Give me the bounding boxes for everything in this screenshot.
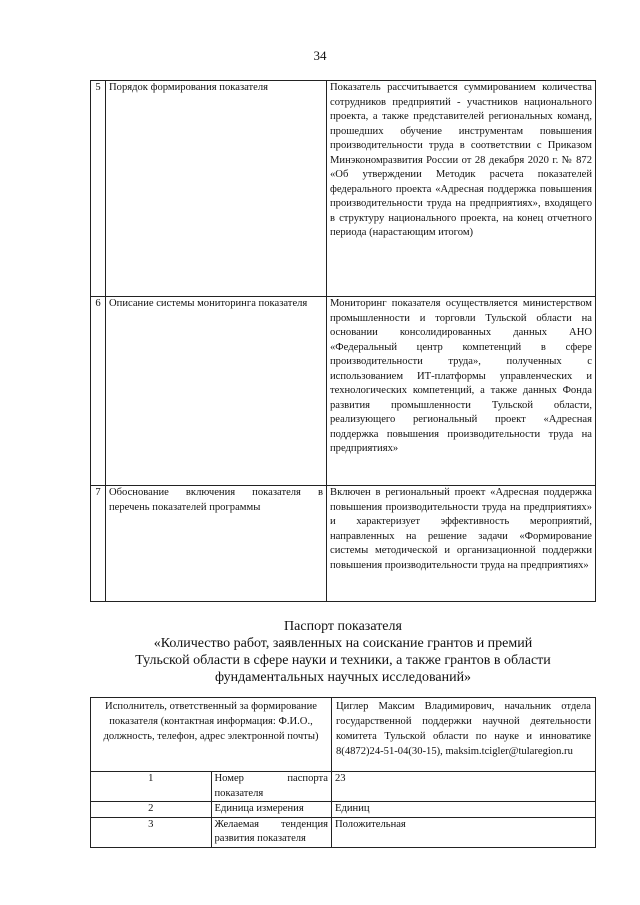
table-row <box>91 817 596 847</box>
executor-label: Исполнитель, ответственный за формирование показателя (контактная информация: Ф.И.О., должность, телефон, адрес электронной почты) <box>91 698 332 772</box>
row-number: 1 <box>91 772 212 802</box>
row-value: Показатель рассчитывается суммированием количества сотрудников предприятий - участников национального проекта, а также представителей региональных команд, прошедших обучение инструментам повышения производительности труда в соответствии с Приказом Минэкономразвития России от 28 декабря 2020 г. № 872 «Об утверждении Методик расчета показателей федерального проекта «Адресная поддержка повышения производительности труда на предприятиях», входящего в структуру национального проекта, на конец отчетного периода (нарастающим итогом) <box>327 81 596 297</box>
row-value: Мониторинг показателя осуществляется министерством промышленности и торговли Тульской области на основании консолидированных данных АНО «Федеральный центр компетенций в сфере производительности труда», полученных с использованием ИТ-платформы управленческих и технологических компетенций, а также данных Фонда развития промышленности Тульской области, реализующего региональный проект «Адресная поддержка повышения производительности труда на предприятиях» <box>327 297 596 486</box>
row-label: Порядок формирования показателя <box>106 81 327 297</box>
passport-heading-block <box>100 618 586 686</box>
row-number: 2 <box>91 802 212 818</box>
row-label: Желаемая тенденция развития показателя <box>211 817 332 847</box>
row-value: Включен в региональный проект «Адресная поддержка повышения производительности труда на предприятиях» и характеризует эффективность мероприятий, направленных на решение задачи «Формирование системы методической и организационной поддержки повышения производительности труда на предприятиях» <box>327 486 596 602</box>
row-value: 23 <box>332 772 596 802</box>
passport-table <box>90 697 596 848</box>
table-row <box>91 81 596 297</box>
passport-title-line: «Количество работ, заявленных на соискание грантов и премий <box>153 636 533 651</box>
row-label: Обоснование включения показателя в перечень показателей программы <box>106 486 327 602</box>
passport-heading: Паспорт показателя <box>284 619 402 634</box>
table-row <box>91 486 596 602</box>
passport-title-line: Тульской области в сфере науки и техники, а также грантов в области <box>135 653 551 668</box>
executor-row <box>91 698 596 772</box>
passport-title-line: фундаментальных научных исследований» <box>214 670 472 685</box>
row-label: Номер паспорта показателя <box>211 772 332 802</box>
table-row <box>91 772 596 802</box>
table-row <box>91 297 596 486</box>
row-value: Единиц <box>332 802 596 818</box>
page-number: 34 <box>313 48 327 63</box>
indicator-table-continued <box>90 80 596 602</box>
row-label: Описание системы мониторинга показателя <box>106 297 327 486</box>
row-number: 7 <box>91 486 106 602</box>
row-value: Положительная <box>332 817 596 847</box>
row-number: 5 <box>91 81 106 297</box>
executor-value: Циглер Максим Владимирович, начальник отдела государственной поддержки научной деятельности комитета Тульской области по науке и инноватике 8(4872)24-51-04(30-15), maksim.tcigler@tularegion.ru <box>332 698 596 772</box>
table-row <box>91 802 596 818</box>
row-label: Единица измерения <box>211 802 332 818</box>
row-number: 3 <box>91 817 212 847</box>
row-number: 6 <box>91 297 106 486</box>
